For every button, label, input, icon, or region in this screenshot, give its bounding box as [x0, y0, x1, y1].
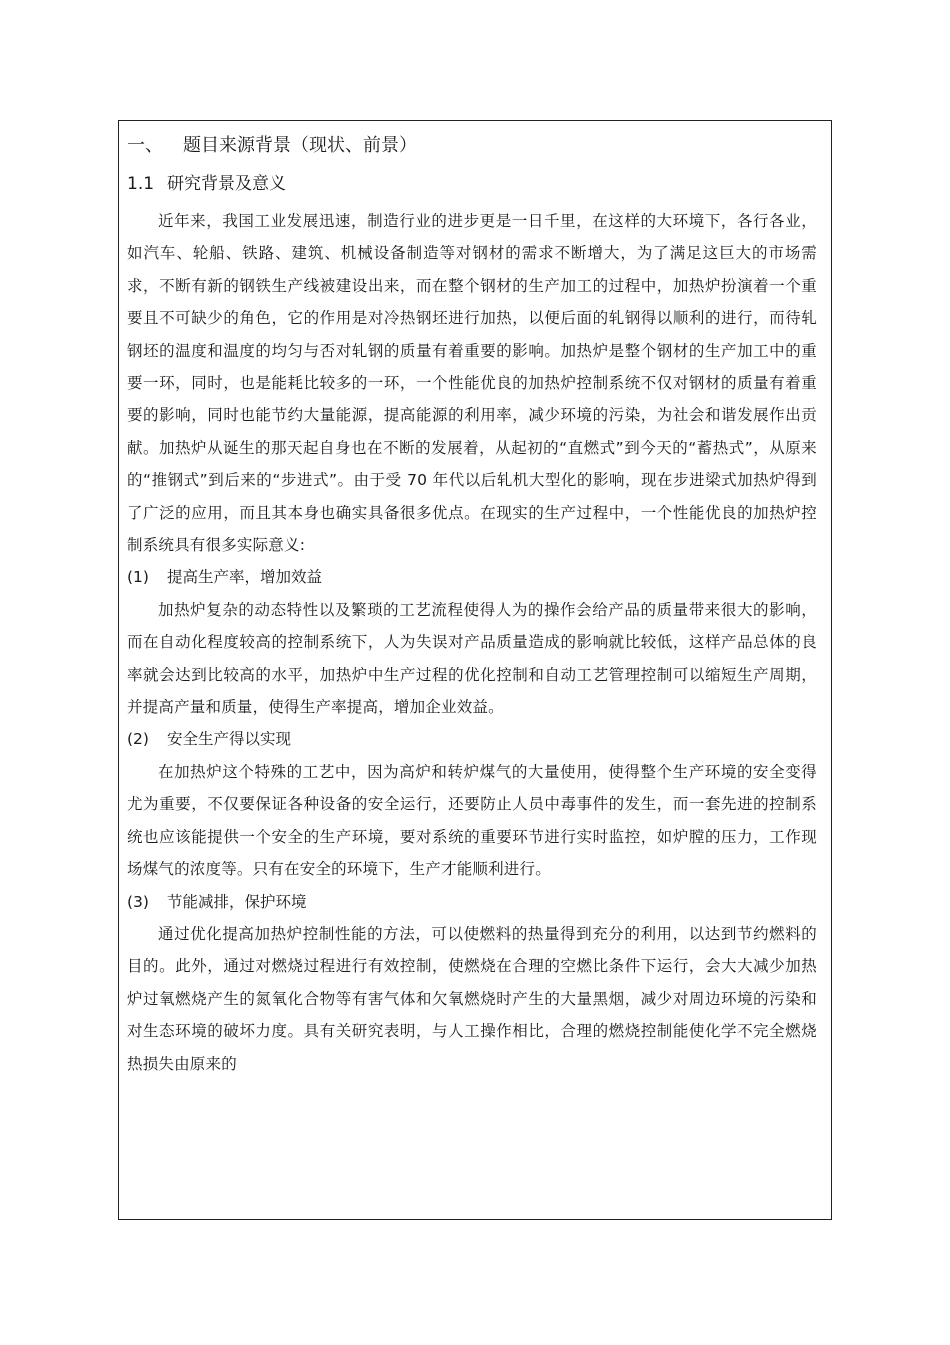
section-number: 一、	[127, 135, 163, 156]
subsection-title: 研究背景及意义	[167, 174, 286, 194]
list-item-title: 安全生产得以实现	[167, 730, 292, 749]
subsection-number: 1.1	[127, 174, 155, 194]
list-item-heading	[127, 561, 817, 593]
list-item-paragraph: 通过优化提高加热炉控制性能的方法，可以使燃料的热量得到充分的利用，以达到节约燃料的目的。此外，通过对燃烧过程进行有效控制，使燃烧在合理的空燃比条件下运行，会大大减少加热炉过氧燃烧产生的氮氧化合物等有害气体和欠氧燃烧时产生的大量黑烟，减少对周边环境的污染和对生态环境的破坏力度。具有关研究表明，与人工操作相比，合理的燃烧控制能使化学不完全燃烧热损失由原来的	[127, 924, 817, 1073]
section-heading	[127, 131, 817, 161]
list-item-heading	[127, 723, 817, 755]
list-item-title: 节能减排，保护环境	[167, 892, 307, 911]
list-item-number: (1)	[127, 568, 149, 587]
list-item-heading	[127, 886, 817, 918]
list-item-number: (3)	[127, 892, 149, 911]
list-item-title: 提高生产率，增加效益	[167, 568, 323, 587]
section-title: 题目来源背景（现状、前景）	[183, 135, 417, 156]
document-frame	[118, 120, 832, 1220]
list-item-number: (2)	[127, 730, 149, 749]
subsection-heading	[127, 169, 817, 199]
intro-paragraph: 近年来，我国工业发展迅速，制造行业的进步更是一日千里，在这样的大环境下，各行各业，如汽车、轮船、铁路、建筑、机械设备制造等对钢材的需求不断增大，为了满足这巨大的市场需求，不断有新的钢铁生产线被建设出来，而在整个钢材的生产加工的过程中，加热炉扮演着一个重要且不可缺少的角色，它的作用是对冷热钢坯进行加热，以便后面的轧钢得以顺利的进行，而待轧钢坯的温度和温度的均匀与否对轧钢的质量有着重要的影响。加热炉是整个钢材的生产加工中的重要一环，同时，也是能耗比较多的一环，一个性能优良的加热炉控制系统不仅对钢材的质量有着重要的影响，同时也能节约大量能源，提高能源的利用率，减少环境的污染，为社会和谐发展作出贡献。加热炉从诞生的那天起自身也在不断的发展着，从起初的“直燃式”到今天的“蓄热式”，从原来的“推钢式”到后来的“步进式”。由于受 70 年代以后轧机大型化的影响，现在步进梁式加热炉得到了广泛的应用，而且其本身也确实具备很多优点。在现实的生产过程中，一个性能优良的加热炉控制系统具有很多实际意义:	[127, 212, 817, 555]
list-item-paragraph: 在加热炉这个特殊的工艺中，因为高炉和转炉煤气的大量使用，使得整个生产环境的安全变得尤为重要，不仅要保证各种设备的安全运行，还要防止人员中毒事件的发生，而一套先进的控制系统也应该能提供一个安全的生产环境，要对系统的重要环节进行实时监控，如炉膛的压力，工作现场煤气的浓度等。只有在安全的环境下，生产才能顺利进行。	[127, 762, 817, 879]
document-content	[127, 131, 817, 1080]
list-item-paragraph: 加热炉复杂的动态特性以及繁琐的工艺流程使得人为的操作会给产品的质量带来很大的影响，而在自动化程度较高的控制系统下，人为失误对产品质量造成的影响就比较低，这样产品总体的良率就会达到比较高的水平，加热炉中生产过程的优化控制和自动工艺管理控制可以缩短生产周期，并提高产量和质量，使得生产率提高，增加企业效益。	[127, 600, 817, 717]
